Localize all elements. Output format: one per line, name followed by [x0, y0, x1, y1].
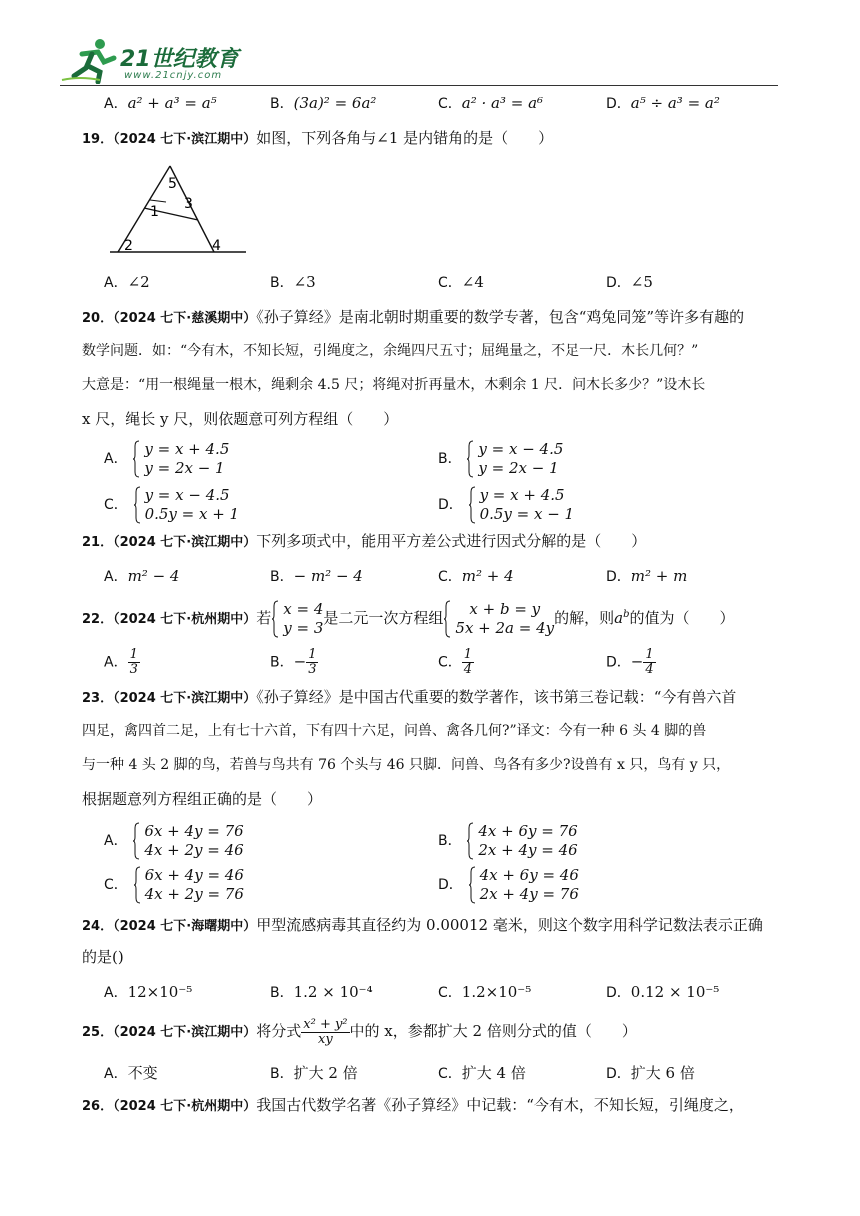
- q24-line-1: [82, 914, 782, 935]
- fraction: [462, 648, 474, 677]
- denominator: 4: [645, 662, 654, 677]
- q18-option-b[interactable]: [270, 93, 376, 113]
- question-text: 《孙子算经》是南北朝时期重要的数学专著，包含“鸡兔同笼”等许多有趣的: [256, 308, 745, 326]
- q19-stem: [82, 124, 782, 154]
- logo-subtitle: www.21cnjy.com: [124, 70, 223, 81]
- q25-option-a[interactable]: [104, 1062, 158, 1083]
- question-text: 若: [256, 609, 272, 627]
- solution-system: [271, 600, 323, 638]
- equation-2: 2x + 4y = 46: [478, 841, 578, 859]
- option-label: A．: [104, 1066, 128, 1082]
- option-label: B．: [438, 451, 462, 467]
- q23-option-b[interactable]: [438, 822, 578, 860]
- option-label: D．: [606, 654, 631, 671]
- header-rule: [60, 85, 778, 86]
- q25-option-c[interactable]: [438, 1062, 526, 1083]
- q22-option-a[interactable]: [104, 648, 140, 677]
- q20-line-1: [82, 306, 782, 327]
- brace-icon: [466, 822, 474, 860]
- q19-option-d[interactable]: [606, 272, 653, 292]
- q23-line-1: [82, 686, 782, 707]
- q20-option-d[interactable]: [438, 486, 574, 524]
- fraction: [128, 648, 140, 677]
- option-label: C．: [438, 569, 462, 585]
- question-number: 25．: [82, 1025, 114, 1040]
- fraction: [306, 648, 318, 677]
- option-label: A．: [104, 275, 128, 291]
- option-sign: −: [630, 652, 644, 671]
- q25-stem: [82, 1014, 782, 1050]
- option-expr: a⁵ ÷ a³ = a²: [630, 94, 720, 112]
- brace-icon: [132, 440, 140, 478]
- q20-option-a[interactable]: [104, 440, 229, 478]
- denominator: 3: [308, 662, 317, 677]
- q23-option-c[interactable]: [104, 866, 244, 904]
- denominator: xy: [318, 1031, 333, 1047]
- equation-1: 4x + 6y = 46: [479, 866, 579, 884]
- q25-option-d[interactable]: [606, 1062, 695, 1083]
- question-source: （2024 七下·慈溪期中）: [113, 311, 257, 326]
- question-text: 的解，则: [554, 609, 615, 627]
- equation-2: 4x + 2y = 76: [144, 885, 244, 903]
- option-expr: a² + a³ = a⁵: [127, 94, 217, 112]
- brace-icon: [468, 486, 476, 524]
- option-label: B．: [270, 1066, 294, 1082]
- q22-option-d[interactable]: [606, 648, 656, 677]
- option-label: C．: [104, 877, 128, 893]
- option-expr: ∠4: [461, 273, 484, 291]
- equation-system: [132, 822, 243, 860]
- option-label: A．: [104, 833, 128, 849]
- question-text: 下列多项式中，能用平方差公式进行因式分解的是（ ）: [256, 532, 647, 550]
- option-label: D．: [606, 569, 631, 585]
- option-expr: m² − 4: [127, 567, 180, 585]
- option-label: D．: [606, 275, 631, 291]
- q19-option-b[interactable]: [270, 272, 316, 292]
- brace-icon: [132, 822, 140, 860]
- equation-1: y = x + 4.5: [479, 486, 565, 504]
- brace-icon: [468, 866, 476, 904]
- option-expr: 不变: [127, 1064, 158, 1082]
- equation-1: 4x + 6y = 76: [478, 822, 578, 840]
- q24-option-b[interactable]: [270, 982, 373, 1002]
- q25-option-b[interactable]: [270, 1062, 358, 1083]
- q20-line-3: 大意是：“用一根绳量一根木，绳剩余 4.5 尺；将绳对折再量木，木剩余 1 尺．问木长多少？”设木长: [82, 377, 706, 393]
- power-base: a: [614, 609, 624, 627]
- power-exponent: b: [623, 609, 630, 620]
- equation-1: 6x + 4y = 76: [144, 822, 244, 840]
- equation-system: [468, 486, 575, 524]
- equation-system: [443, 600, 554, 638]
- solution-1: x = 4: [283, 600, 324, 618]
- option-expr: 扩大 6 倍: [630, 1064, 695, 1082]
- question-source: （2024 七下·滨江期中）: [113, 132, 257, 147]
- equation-2: 4x + 2y = 46: [144, 841, 244, 859]
- option-label: C．: [104, 497, 128, 513]
- option-expr: ∠5: [630, 273, 653, 291]
- equation-system: [132, 440, 229, 478]
- numerator: x² + y²: [303, 1016, 348, 1032]
- equation-2: y = 2x − 1: [144, 459, 225, 477]
- figure-label-1: 1: [150, 204, 159, 220]
- numerator: 1: [645, 647, 654, 662]
- option-label: B．: [270, 275, 294, 291]
- numerator: 1: [308, 647, 317, 662]
- q23-option-d[interactable]: [438, 866, 579, 904]
- option-label: B．: [438, 833, 462, 849]
- option-expr: ∠3: [293, 273, 316, 291]
- option-expr: − m² − 4: [293, 567, 363, 585]
- option-label: B．: [270, 96, 294, 112]
- q23-line-3: 与一种 4 头 2 脚的鸟，若兽与鸟共有 76 个头与 46 只脚．问兽、鸟各有多少?设兽有 x 只，鸟有 y 只，: [82, 757, 731, 773]
- option-expr: 0.12 × 10⁻⁵: [630, 983, 720, 1001]
- option-label: B．: [270, 569, 294, 585]
- question-text: 中的 x，参都扩大 2 倍则分式的值（ ）: [349, 1022, 637, 1040]
- equation-2: 0.5y = x + 1: [144, 505, 240, 523]
- q24-option-a[interactable]: [104, 982, 192, 1002]
- option-sign: −: [293, 652, 307, 671]
- equation-system: [133, 866, 244, 904]
- q22-option-b[interactable]: [270, 648, 318, 677]
- fraction: [301, 1018, 349, 1047]
- q21-option-c[interactable]: [438, 566, 514, 586]
- triangle-figure: [110, 160, 250, 256]
- option-label: C．: [438, 96, 462, 112]
- q23-line-2: 四足，禽四首二足，上有七十六首，下有四十六足，问兽、禽各几何?”译文：今有一种 6 头 4 脚的兽: [82, 723, 707, 739]
- equation-1: y = x − 4.5: [144, 486, 230, 504]
- question-text: 的值为（ ）: [629, 609, 735, 627]
- equation-system: [468, 866, 579, 904]
- q19-option-c[interactable]: [438, 272, 484, 292]
- question-source: （2024 七下·滨江期中）: [113, 535, 257, 550]
- equation-1: y = x − 4.5: [478, 440, 564, 458]
- equation-2: 2x + 4y = 76: [479, 885, 579, 903]
- q22-stem: [82, 596, 782, 639]
- option-label: B．: [270, 985, 294, 1001]
- option-label: A．: [104, 451, 128, 467]
- figure-label-5: 5: [168, 176, 177, 192]
- option-label: C．: [438, 654, 462, 671]
- option-label: D．: [606, 1066, 631, 1082]
- q21-option-d[interactable]: [606, 566, 687, 586]
- option-expr: 1.2 × 10⁻⁴: [293, 983, 373, 1001]
- figure-label-3: 3: [184, 196, 193, 212]
- numerator: 1: [129, 647, 138, 662]
- option-label: D．: [606, 985, 631, 1001]
- option-label: D．: [606, 96, 631, 112]
- logo-text: 21世纪教育: [120, 47, 239, 72]
- q24-option-c[interactable]: [438, 982, 531, 1002]
- question-text: 我国古代数学名著《孙子算经》中记载：“今有木，不知长短，引绳度之，: [256, 1096, 744, 1114]
- denominator: 4: [463, 662, 473, 677]
- brace-icon: [133, 486, 141, 524]
- option-label: A．: [104, 569, 128, 585]
- denominator: 3: [129, 662, 138, 677]
- option-label: A．: [104, 654, 128, 671]
- q20-line-2: 数学问题．如：“今有木，不知长短，引绳度之，余绳四尺五寸；屈绳量之，不足一尺．木长几何？”: [82, 343, 699, 359]
- equation-2: 5x + 2a = 4y: [455, 619, 555, 637]
- figure-label-2: 2: [124, 238, 133, 254]
- option-expr: (3a)² = 6a²: [293, 94, 377, 112]
- q20-option-c[interactable]: [104, 486, 239, 524]
- q18-option-d[interactable]: [606, 93, 720, 113]
- question-text: 《孙子算经》是中国古代重要的数学著作，该书第三卷记载：“今有兽六首: [256, 688, 737, 706]
- numerator: 1: [463, 647, 473, 662]
- option-expr: 1.2×10⁻⁵: [461, 983, 532, 1001]
- question-source: （2024 七下·杭州期中）: [113, 612, 257, 627]
- q19-option-a[interactable]: [104, 272, 150, 292]
- option-label: A．: [104, 96, 128, 112]
- solution-2: y = 3: [283, 619, 324, 637]
- option-expr: ∠2: [127, 273, 150, 291]
- question-text: 是二元一次方程组: [323, 609, 444, 627]
- q24-line-2: 的是(): [82, 948, 124, 966]
- q20-option-b[interactable]: [438, 440, 563, 478]
- option-expr: m² + 4: [461, 567, 514, 585]
- q18-option-c[interactable]: [438, 93, 543, 113]
- question-number: 22．: [82, 612, 114, 627]
- option-expr: 扩大 4 倍: [461, 1064, 526, 1082]
- equation-1: 6x + 4y = 46: [144, 866, 244, 884]
- brace-icon: [133, 866, 141, 904]
- question-source: （2024 七下·滨江期中）: [113, 691, 257, 706]
- equation-2: 0.5y = x − 1: [479, 505, 575, 523]
- question-source: （2024 七下·滨江期中）: [113, 1025, 257, 1040]
- q21-option-a[interactable]: [104, 566, 179, 586]
- question-number: 20．: [82, 311, 114, 326]
- page-header: [60, 32, 778, 86]
- runner-logo-icon: [60, 36, 118, 84]
- q20-line-4: x 尺，绳长 y 尺，则依题意可列方程组（ ）: [82, 410, 399, 428]
- option-label: C．: [438, 1066, 462, 1082]
- option-label: B．: [270, 654, 294, 671]
- question-source: （2024 七下·海曙期中）: [113, 919, 257, 934]
- question-number: 24．: [82, 919, 114, 934]
- option-label: C．: [438, 275, 462, 291]
- question-text: 如图，下列各角与∠1 是内错角的是（ ）: [256, 129, 554, 147]
- figure-label-4: 4: [212, 238, 221, 254]
- question-number: 19．: [82, 132, 114, 147]
- fraction: [643, 648, 655, 677]
- brace-icon: [443, 600, 451, 638]
- option-expr: 12×10⁻⁵: [127, 983, 193, 1001]
- question-text: 甲型流感病毒其直径约为 0.00012 毫米，则这个数字用科学记数法表示正确: [256, 916, 763, 934]
- option-expr: m² + m: [630, 567, 688, 585]
- brace-icon: [271, 600, 279, 638]
- question-text: 将分式: [256, 1022, 302, 1040]
- q18-option-a[interactable]: [104, 93, 217, 113]
- equation-system: [133, 486, 240, 524]
- q26-stem: [82, 1094, 782, 1115]
- option-expr: 扩大 2 倍: [293, 1064, 358, 1082]
- q23-option-a[interactable]: [104, 822, 244, 860]
- q22-option-c[interactable]: [438, 648, 474, 677]
- equation-1: x + b = y: [469, 600, 541, 618]
- brace-icon: [466, 440, 474, 478]
- q24-option-d[interactable]: [606, 982, 719, 1002]
- option-label: A．: [104, 985, 128, 1001]
- q21-stem: [82, 530, 782, 551]
- question-number: 21．: [82, 535, 114, 550]
- equation-system: [466, 822, 577, 860]
- equation-2: y = 2x − 1: [478, 459, 559, 477]
- q21-option-b[interactable]: [270, 566, 363, 586]
- equation-1: y = x + 4.5: [144, 440, 230, 458]
- q23-line-4: 根据题意列方程组正确的是（ ）: [82, 790, 323, 808]
- question-source: （2024 七下·杭州期中）: [113, 1099, 257, 1114]
- option-label: D．: [438, 497, 463, 513]
- question-number: 26．: [82, 1099, 114, 1114]
- option-label: C．: [438, 985, 462, 1001]
- option-label: D．: [438, 877, 463, 893]
- option-expr: a² · a³ = a⁶: [461, 94, 544, 112]
- question-number: 23．: [82, 691, 114, 706]
- equation-system: [466, 440, 563, 478]
